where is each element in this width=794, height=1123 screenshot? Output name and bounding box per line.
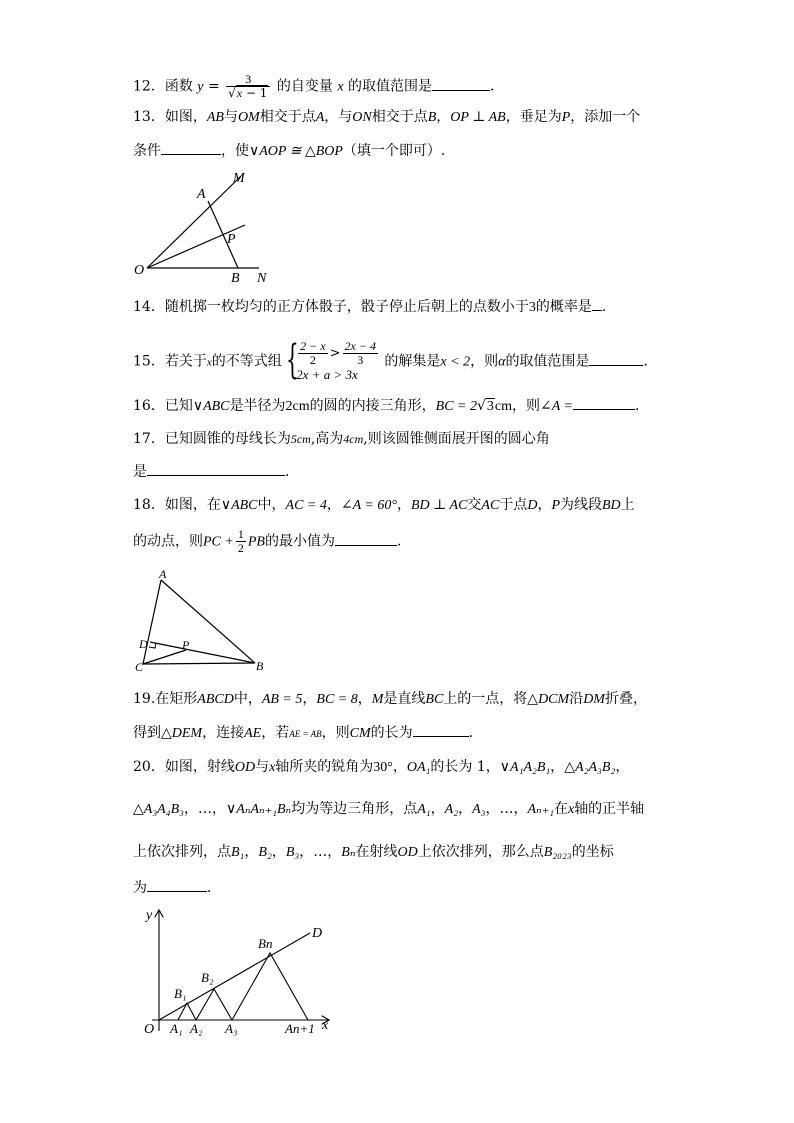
q13-b: B xyxy=(427,110,437,125)
q20-text: ，…， xyxy=(184,801,227,817)
q20-text: 在 xyxy=(553,801,568,817)
q20-od: OD xyxy=(234,760,256,775)
question-18-line1 xyxy=(133,495,635,516)
q18-pb: PB xyxy=(247,534,265,550)
q13-text: 13．如图， xyxy=(133,109,207,125)
q20-oa1: OA₁ xyxy=(406,760,431,775)
q15-r2-num: 2x − 4 xyxy=(344,339,376,353)
q19-text: ，则 xyxy=(321,725,350,741)
q19-m: M xyxy=(371,692,384,707)
label-a3: A₃ xyxy=(225,1021,238,1036)
q20-text: 20．如图，射线 xyxy=(133,759,235,775)
q13-text: ， xyxy=(436,109,451,125)
q15-answer-blank[interactable] xyxy=(589,351,643,366)
label-y: y xyxy=(146,908,153,923)
q18-text: 的动点，则 xyxy=(133,533,203,550)
q13-text: （填一个即可）. xyxy=(342,143,446,159)
q20-x: x xyxy=(269,760,276,775)
q20-b2: B₂ xyxy=(258,845,272,860)
q20-comma: ， xyxy=(430,801,445,817)
q19-text: 得到 xyxy=(133,725,161,741)
q13-text: 相交于点 xyxy=(259,109,316,125)
ray-od xyxy=(159,933,310,1020)
q15-r1-den: 2 xyxy=(309,353,316,367)
q13-ab: AB xyxy=(206,110,224,125)
q13-answer-blank[interactable] xyxy=(161,140,221,155)
question-13-line2 xyxy=(133,140,445,162)
q17-text3: ,则该圆锥侧面展开图的圆心角 xyxy=(363,431,550,447)
q18-text: ， xyxy=(396,497,411,513)
triangle-2 xyxy=(196,989,232,1020)
q20-answer-blank[interactable] xyxy=(147,877,207,892)
label-x: x xyxy=(322,1018,329,1033)
q19-ae-eq-ab: AE = AB xyxy=(289,729,322,739)
q13-text: ，与 xyxy=(324,109,353,125)
q17-slant: 5cm xyxy=(290,432,311,446)
q12-den-x: x xyxy=(236,86,243,100)
q14-end: . xyxy=(601,299,607,315)
q19-abcd: ABCD xyxy=(197,692,234,707)
q12-denominator: √x − 1 xyxy=(228,86,268,100)
q19-bc: BC = 8 xyxy=(316,692,358,707)
q19-ab: AB = 5 xyxy=(261,692,303,707)
q18-half-den: 2 xyxy=(237,541,244,555)
q13-text: 条件 xyxy=(133,143,161,159)
label-b: B xyxy=(231,271,240,286)
q13-text: 相交于点 xyxy=(371,109,428,125)
q13-om: OM xyxy=(237,110,260,125)
q12-numerator: 3 xyxy=(226,73,270,87)
segment-cp xyxy=(143,650,186,664)
q15-inequality-system: { $\frac{2 - x}{2}$ > $\frac{2x - 4}{3}$ 2x + a > 3x xyxy=(286,340,380,383)
q20-triangle3: △A₃A₄B₃ xyxy=(133,802,185,817)
q15-r2-den: 3 xyxy=(357,353,364,367)
q14-text2: 的概率是 xyxy=(535,299,592,315)
q18-text: 18．如图，在 xyxy=(133,497,221,513)
q13-congruence: ∨AOP ≅ △BOP xyxy=(249,144,343,159)
q20-an1: Aₙ₊₁ xyxy=(527,802,554,817)
q17-height: 4cm xyxy=(343,432,364,446)
q17-text: 17．已知圆锥的母线长为 xyxy=(133,431,291,447)
q19-text: 上的一点，将 xyxy=(443,691,528,707)
q20-od2: OD xyxy=(397,845,418,860)
q18-d: D xyxy=(527,498,538,513)
q18-p: P xyxy=(551,498,560,513)
q15-text5: 的取值范围是 xyxy=(505,353,590,370)
q14-number: 3 xyxy=(528,300,536,315)
q16-root: 3 xyxy=(486,399,494,414)
q18-triangle: ∨ABC xyxy=(220,498,258,513)
q15-x: x xyxy=(206,356,212,369)
question-13-line1 xyxy=(133,107,640,128)
q18-text: 为线段 xyxy=(560,497,602,513)
q12-den-rest: − 1 xyxy=(242,86,268,100)
q20-text: 为 xyxy=(133,880,147,896)
q19-text: ，连接 xyxy=(202,725,245,741)
label-b: B xyxy=(256,659,264,673)
q18-half-num: 1 xyxy=(237,527,244,541)
q19-dcm: △DCM xyxy=(527,692,570,707)
q18-bd: BD ⊥ AC xyxy=(410,498,468,513)
q20-triangle-n: ∨AₙAₙ₊₁Bₙ xyxy=(226,802,292,817)
q13-text: 与 xyxy=(223,109,238,125)
q13-text: ，使 xyxy=(221,143,249,159)
q20-dots: ，…， xyxy=(299,844,342,860)
q15-solution: x < 2 xyxy=(440,354,471,370)
question-17-line2 xyxy=(133,461,299,482)
q13-op-perp-ab: OP ⊥ AB xyxy=(450,110,506,125)
question-18-line2 xyxy=(133,528,411,555)
label-b2: B₂ xyxy=(201,970,214,985)
q19-text: 折叠， xyxy=(604,691,647,707)
q15-r1-num: 2 − x xyxy=(300,339,326,353)
q20-sep: ， xyxy=(550,759,565,775)
q20-triangle2: △A₂A₃B₂ xyxy=(564,760,616,775)
segment-ac xyxy=(143,580,161,664)
q18-text: 交 xyxy=(467,497,482,513)
q15-text: 15．若关于 xyxy=(133,353,207,370)
label-an1: An+1 xyxy=(285,1021,315,1036)
q18-text: ， xyxy=(537,497,552,513)
triangle-1 xyxy=(178,1003,196,1020)
q16-answer-blank[interactable] xyxy=(573,395,635,410)
q20-text: 的长为 1， xyxy=(430,759,500,775)
question-17-line1 xyxy=(133,429,550,449)
label-bn: Bn xyxy=(258,936,273,951)
q19-cm: CM xyxy=(349,726,371,741)
q15-text3: 的解集是 xyxy=(384,353,441,370)
q20-text: 上依次排列，那么点 xyxy=(417,844,544,860)
question-20-line4 xyxy=(133,877,221,898)
q16-angle: ∠A = xyxy=(540,399,573,414)
q19-text: ，若 xyxy=(261,725,290,741)
q19-answer-blank[interactable] xyxy=(413,722,469,737)
q18-text: 的最小值为 xyxy=(264,533,335,550)
q15-gt: > xyxy=(329,346,341,361)
segment-ab xyxy=(161,580,255,663)
q12-equals: = xyxy=(207,78,220,95)
q18-end: ． xyxy=(396,533,411,550)
q20-text: 的坐标 xyxy=(571,844,614,860)
q15-row2: 2x + a > 3x xyxy=(296,367,358,382)
q12-var-y: y xyxy=(197,79,204,95)
question-14 xyxy=(133,296,606,318)
q16-text2: 是半径为 xyxy=(229,398,286,414)
q16-text4: ，则 xyxy=(512,398,541,414)
q13-figure xyxy=(133,168,283,286)
q20-a1: A₁ xyxy=(417,802,431,817)
q19-dm: DM xyxy=(583,692,605,707)
question-19-line2 xyxy=(133,722,483,744)
question-16: 16．已知∨ABC是半径为2cm的圆的内接三角形，BC = 2√3cm，则∠A = ． xyxy=(133,395,649,417)
q20-comma: ， xyxy=(458,801,473,817)
label-d: D xyxy=(312,926,323,941)
segment-cb xyxy=(143,663,255,664)
label-p: P xyxy=(182,638,190,652)
q18-text: 中， xyxy=(257,497,286,513)
label-o: O xyxy=(144,1022,155,1037)
q19-text: ， xyxy=(302,691,317,707)
q16-bc: BC = 2 xyxy=(435,399,477,414)
label-p: P xyxy=(227,232,236,247)
q20-b2023: B₂₀₂₃ xyxy=(543,845,572,860)
q20-bn: Bₙ xyxy=(341,845,356,860)
q19-text: 的长为 xyxy=(370,725,413,741)
label-n: N xyxy=(257,271,267,286)
q20-dots: ，…， xyxy=(485,801,528,817)
q16-end: ． xyxy=(635,398,649,414)
q18-answer-blank[interactable] xyxy=(335,531,397,546)
q15-text4: ，则 xyxy=(470,353,499,370)
q12-text3: 的取值范围是 xyxy=(348,78,433,95)
q12-var-x: x xyxy=(337,79,344,95)
q18-text: ， xyxy=(326,497,341,513)
q17-answer-blank[interactable] xyxy=(147,461,285,476)
q20-text: 与 xyxy=(255,759,270,775)
question-20-line2 xyxy=(133,799,644,820)
q16-text3: 的圆的内接三角形， xyxy=(309,398,436,414)
label-a1: A₁ xyxy=(170,1021,183,1036)
q16-text: 16．已知 xyxy=(133,398,193,414)
q20-figure xyxy=(140,903,340,1043)
q12-text2: 的自变量 xyxy=(276,78,333,95)
label-c: C xyxy=(135,660,144,674)
q15-end: ． xyxy=(643,353,658,370)
q17-text4: 是 xyxy=(133,464,147,480)
q19-bc2: BC xyxy=(425,692,444,707)
q14-answer-blank[interactable] xyxy=(592,296,602,311)
q14-text: 14．随机掷一枚均匀的正方体骰子，骰子停止后朝上的点数小于 xyxy=(133,299,529,315)
q15-text2: 的不等式组 xyxy=(211,353,282,370)
q12-end: ． xyxy=(490,78,505,95)
q18-angle: ∠A = 60° xyxy=(340,498,397,513)
segment-db xyxy=(150,642,255,663)
q20-text: 上依次排列，点 xyxy=(133,844,231,860)
question-15 xyxy=(133,337,658,383)
label-o: O xyxy=(134,263,145,278)
q20-a3: A₃ xyxy=(472,802,486,817)
q13-text: ，垂足为 xyxy=(505,109,562,125)
q18-text: 于点 xyxy=(499,497,528,513)
q20-text: ， xyxy=(392,759,407,775)
q18-figure xyxy=(133,566,273,676)
q17-end: ． xyxy=(285,464,299,480)
q19-text: 沿 xyxy=(569,691,584,707)
q19-text: ， xyxy=(357,691,372,707)
q20-end: ． xyxy=(207,880,221,896)
q20-text: ， xyxy=(615,759,630,775)
q19-ae: AE xyxy=(244,726,262,741)
q20-text: 在射线 xyxy=(355,844,398,860)
q20-text: 轴的正半轴 xyxy=(574,801,645,817)
question-20-line3 xyxy=(133,842,614,863)
q17-text2: ,高为 xyxy=(310,431,344,447)
q19-text: 中， xyxy=(233,691,262,707)
q20-x2: x xyxy=(567,802,575,817)
q20-triangle1: ∨A₁A₂B₁ xyxy=(499,760,551,775)
q20-comma: ， xyxy=(244,844,259,860)
q20-b1: B₁ xyxy=(231,845,245,860)
q16-radius: 2cm xyxy=(285,399,310,414)
q18-ac2: AC xyxy=(481,498,500,513)
label-a: A xyxy=(159,567,167,581)
ray-om xyxy=(147,176,241,268)
q20-degree: 30° xyxy=(373,760,393,775)
q18-text: 上 xyxy=(620,497,635,513)
q19-text: 是直线 xyxy=(383,691,426,707)
q20-comma: ， xyxy=(271,844,286,860)
q20-a2: A₂ xyxy=(444,802,459,817)
q13-text: ，添加一个 xyxy=(570,109,641,125)
question-20-line1 xyxy=(133,757,629,778)
q20-text: 均为等边三角形，点 xyxy=(291,801,418,817)
q13-a: A xyxy=(315,110,325,125)
q18-ac: AC = 4 xyxy=(285,498,327,513)
triangle-n xyxy=(232,953,308,1020)
q12-answer-blank[interactable] xyxy=(432,76,490,91)
q15-alpha: α xyxy=(498,354,506,370)
q19-dem: △DEM xyxy=(161,726,203,741)
q13-on: ON xyxy=(352,110,372,125)
question-12 xyxy=(133,73,504,100)
q19-end: ． xyxy=(468,725,483,741)
q16-unit: cm xyxy=(494,399,513,414)
right-angle-mark xyxy=(149,643,156,648)
label-a: A xyxy=(197,187,206,202)
q18-pc: PC + xyxy=(203,534,234,550)
label-b1: B₁ xyxy=(174,986,187,1001)
question-19-line1 xyxy=(133,689,647,710)
label-a2: A₂ xyxy=(190,1021,203,1036)
label-m: M xyxy=(233,171,245,186)
label-d: D xyxy=(139,637,148,651)
q12-text: 12．函数 xyxy=(133,78,193,95)
q15-row1 xyxy=(296,340,380,367)
q18-bd2: BD xyxy=(602,498,621,513)
q16-triangle: ∨ABC xyxy=(192,399,230,414)
q13-p: P xyxy=(561,110,571,125)
q19-text: 19.在矩形 xyxy=(133,691,198,707)
q20-b3: B₃ xyxy=(285,845,300,860)
q12-fraction xyxy=(226,73,270,100)
q20-text: 轴所夹的锐角为 xyxy=(275,759,374,775)
